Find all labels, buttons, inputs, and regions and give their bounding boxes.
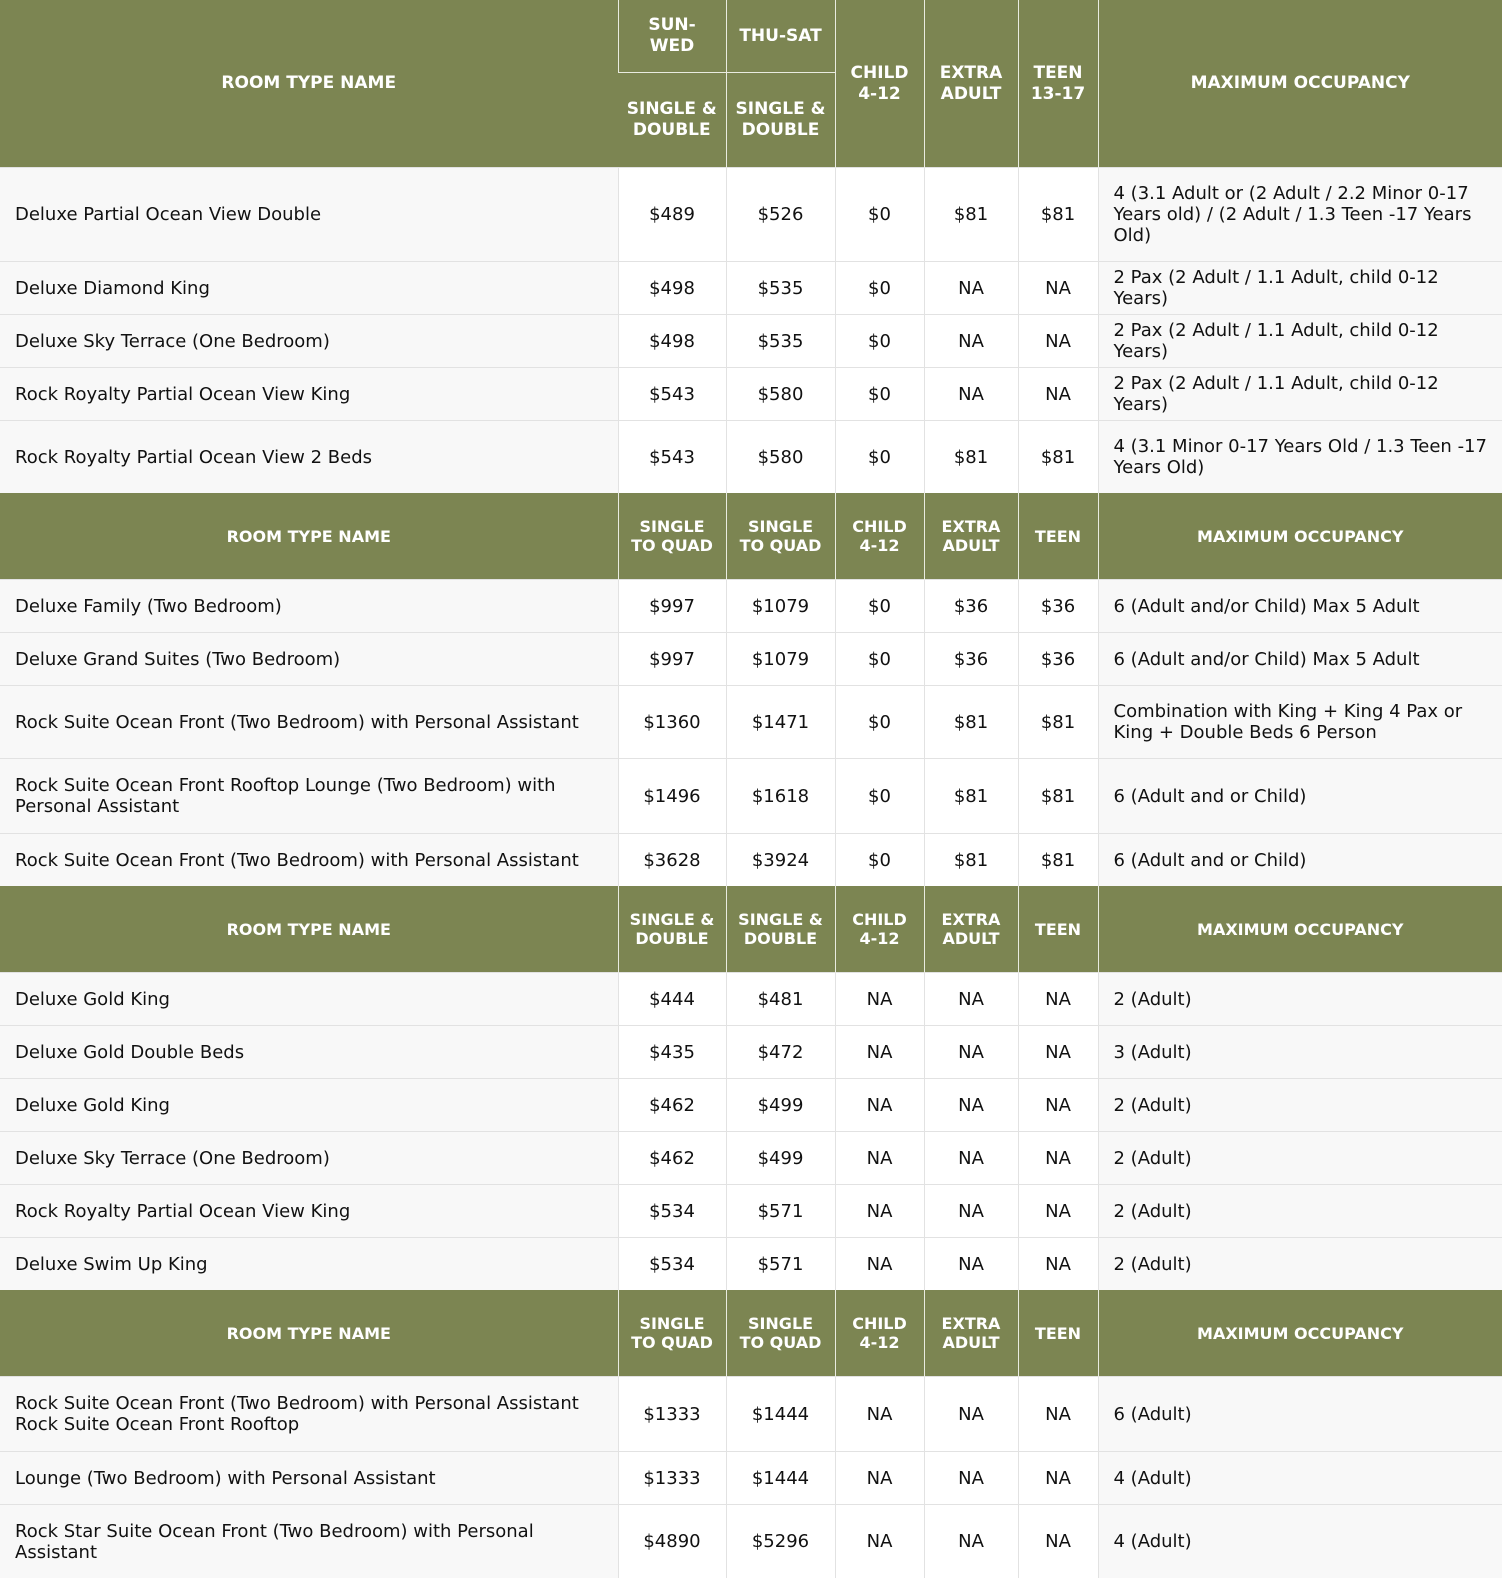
extra-adult-rate: NA [924, 1238, 1018, 1291]
header-room-type: ROOM TYPE NAME [0, 886, 618, 973]
price-thu-sat: $1444 [726, 1377, 835, 1452]
room-name: Deluxe Sky Terrace (One Bedroom) [0, 1132, 618, 1185]
price-thu-sat: $571 [726, 1185, 835, 1238]
max-occupancy: 6 (Adult and/or Child) Max 5 Adult [1098, 580, 1502, 633]
room-name: Rock Royalty Partial Ocean View King [0, 368, 618, 421]
extra-adult-rate: NA [924, 973, 1018, 1026]
teen-rate: NA [1018, 262, 1098, 315]
child-rate: NA [835, 1452, 924, 1505]
extra-adult-rate: $81 [924, 834, 1018, 887]
price-thu-sat: $571 [726, 1238, 835, 1291]
child-rate: NA [835, 1185, 924, 1238]
table-row [0, 1452, 1502, 1505]
price-sun-wed: $1333 [618, 1452, 726, 1505]
header-teen: TEEN [1018, 886, 1098, 973]
price-sun-wed: $997 [618, 633, 726, 686]
table-row [0, 1185, 1502, 1238]
child-rate: $0 [835, 633, 924, 686]
price-thu-sat: $526 [726, 168, 835, 262]
price-sun-wed: $462 [618, 1132, 726, 1185]
header-child: CHILD 4-12 [835, 1290, 924, 1377]
child-rate: $0 [835, 580, 924, 633]
header-single-double: SINGLE & DOUBLE [618, 886, 726, 973]
room-name: Lounge (Two Bedroom) with Personal Assistant [0, 1452, 618, 1505]
extra-adult-rate: $81 [924, 421, 1018, 494]
header-max-occupancy: MAXIMUM OCCUPANCY [1098, 886, 1502, 973]
header-max-occupancy: MAXIMUM OCCUPANCY [1098, 1290, 1502, 1377]
price-sun-wed: $489 [618, 168, 726, 262]
max-occupancy: 2 (Adult) [1098, 1132, 1502, 1185]
header-child: CHILD 4-12 [835, 493, 924, 580]
table-row [0, 1026, 1502, 1079]
teen-rate: NA [1018, 1079, 1098, 1132]
price-sun-wed: $435 [618, 1026, 726, 1079]
teen-rate: $81 [1018, 834, 1098, 887]
extra-adult-rate: NA [924, 262, 1018, 315]
teen-rate: $81 [1018, 168, 1098, 262]
price-sun-wed: $1496 [618, 759, 726, 834]
extra-adult-rate: NA [924, 1505, 1018, 1579]
header-single-to-quad: SINGLE TO QUAD [726, 1290, 835, 1377]
child-rate: $0 [835, 262, 924, 315]
header-extra-adult: EXTRA ADULT [924, 0, 1018, 168]
teen-rate: NA [1018, 1452, 1098, 1505]
header-single-to-quad: SINGLE TO QUAD [618, 493, 726, 580]
table-row [0, 315, 1502, 368]
table-row [0, 834, 1502, 887]
header-sub-single-double: SINGLE & DOUBLE [618, 73, 726, 168]
room-name: Rock Royalty Partial Ocean View 2 Beds [0, 421, 618, 494]
teen-rate: $81 [1018, 759, 1098, 834]
table-row [0, 421, 1502, 494]
extra-adult-rate: NA [924, 1185, 1018, 1238]
header-teen: TEEN [1018, 1290, 1098, 1377]
teen-rate: $36 [1018, 633, 1098, 686]
header-child: CHILD 4-12 [835, 0, 924, 168]
header-extra-adult: EXTRA ADULT [924, 1290, 1018, 1377]
price-thu-sat: $1079 [726, 580, 835, 633]
block3-header [0, 886, 1502, 973]
max-occupancy: 2 Pax (2 Adult / 1.1 Adult, child 0-12 Years) [1098, 368, 1502, 421]
price-thu-sat: $535 [726, 262, 835, 315]
teen-rate: $81 [1018, 686, 1098, 759]
price-thu-sat: $5296 [726, 1505, 835, 1579]
price-thu-sat: $499 [726, 1079, 835, 1132]
header-room-type: ROOM TYPE NAME [0, 1290, 618, 1377]
price-thu-sat: $580 [726, 368, 835, 421]
extra-adult-rate: NA [924, 1079, 1018, 1132]
max-occupancy: 2 (Adult) [1098, 1079, 1502, 1132]
room-name: Deluxe Grand Suites (Two Bedroom) [0, 633, 618, 686]
price-sun-wed: $534 [618, 1185, 726, 1238]
teen-rate: NA [1018, 1132, 1098, 1185]
max-occupancy: 6 (Adult and or Child) [1098, 759, 1502, 834]
child-rate: $0 [835, 168, 924, 262]
room-name: Deluxe Family (Two Bedroom) [0, 580, 618, 633]
max-occupancy: 3 (Adult) [1098, 1026, 1502, 1079]
header-single-to-quad: SINGLE TO QUAD [618, 1290, 726, 1377]
price-thu-sat: $1618 [726, 759, 835, 834]
price-thu-sat: $499 [726, 1132, 835, 1185]
max-occupancy: 4 (Adult) [1098, 1452, 1502, 1505]
teen-rate: NA [1018, 368, 1098, 421]
table-row [0, 168, 1502, 262]
table-row [0, 262, 1502, 315]
price-sun-wed: $534 [618, 1238, 726, 1291]
price-sun-wed: $1360 [618, 686, 726, 759]
child-rate: $0 [835, 759, 924, 834]
teen-rate: $36 [1018, 580, 1098, 633]
price-sun-wed: $543 [618, 421, 726, 494]
extra-adult-rate: NA [924, 315, 1018, 368]
price-thu-sat: $472 [726, 1026, 835, 1079]
child-rate: $0 [835, 421, 924, 494]
table-row [0, 1079, 1502, 1132]
header-teen: TEEN 13-17 [1018, 0, 1098, 168]
room-name: Deluxe Swim Up King [0, 1238, 618, 1291]
room-name: Deluxe Partial Ocean View Double [0, 168, 618, 262]
extra-adult-rate: $81 [924, 759, 1018, 834]
child-rate: NA [835, 1238, 924, 1291]
child-rate: NA [835, 1505, 924, 1579]
max-occupancy: 2 (Adult) [1098, 1238, 1502, 1291]
block1-header-top [0, 0, 1502, 73]
max-occupancy: Combination with King + King 4 Pax or King + Double Beds 6 Person [1098, 686, 1502, 759]
extra-adult-rate: $81 [924, 686, 1018, 759]
room-name: Deluxe Gold Double Beds [0, 1026, 618, 1079]
header-thu-sat: THU-SAT [726, 0, 835, 73]
price-thu-sat: $535 [726, 315, 835, 368]
max-occupancy: 2 (Adult) [1098, 1185, 1502, 1238]
max-occupancy: 4 (Adult) [1098, 1505, 1502, 1579]
child-rate: NA [835, 1377, 924, 1452]
room-name: Deluxe Sky Terrace (One Bedroom) [0, 315, 618, 368]
header-extra-adult: EXTRA ADULT [924, 886, 1018, 973]
table-row [0, 686, 1502, 759]
room-name: Rock Suite Ocean Front (Two Bedroom) with Personal Assistant [0, 686, 618, 759]
room-name: Rock Star Suite Ocean Front (Two Bedroom) with Personal Assistant [0, 1505, 618, 1579]
teen-rate: NA [1018, 315, 1098, 368]
room-name: Rock Suite Ocean Front (Two Bedroom) with Personal Assistant [0, 834, 618, 887]
max-occupancy: 6 (Adult and or Child) [1098, 834, 1502, 887]
table-row [0, 759, 1502, 834]
room-name: Deluxe Gold King [0, 1079, 618, 1132]
extra-adult-rate: NA [924, 1377, 1018, 1452]
child-rate: $0 [835, 834, 924, 887]
teen-rate: $81 [1018, 421, 1098, 494]
extra-adult-rate: NA [924, 1132, 1018, 1185]
price-sun-wed: $997 [618, 580, 726, 633]
price-sun-wed: $4890 [618, 1505, 726, 1579]
price-sun-wed: $1333 [618, 1377, 726, 1452]
price-sun-wed: $498 [618, 315, 726, 368]
extra-adult-rate: NA [924, 1452, 1018, 1505]
max-occupancy: 2 Pax (2 Adult / 1.1 Adult, child 0-12 Years) [1098, 315, 1502, 368]
table-row [0, 1505, 1502, 1579]
extra-adult-rate: $36 [924, 580, 1018, 633]
room-name: Deluxe Diamond King [0, 262, 618, 315]
header-max-occupancy: MAXIMUM OCCUPANCY [1098, 493, 1502, 580]
block4-header [0, 1290, 1502, 1377]
extra-adult-rate: NA [924, 1026, 1018, 1079]
header-single-double: SINGLE & DOUBLE [726, 886, 835, 973]
extra-adult-rate: $36 [924, 633, 1018, 686]
header-teen: TEEN [1018, 493, 1098, 580]
extra-adult-rate: $81 [924, 168, 1018, 262]
child-rate: NA [835, 973, 924, 1026]
price-sun-wed: $543 [618, 368, 726, 421]
max-occupancy: 6 (Adult) [1098, 1377, 1502, 1452]
room-name: Deluxe Gold King [0, 973, 618, 1026]
max-occupancy: 4 (3.1 Adult or (2 Adult / 2.2 Minor 0-17 Years old) / (2 Adult / 1.3 Teen -17 Years Old) [1098, 168, 1502, 262]
block2-header [0, 493, 1502, 580]
price-thu-sat: $580 [726, 421, 835, 494]
header-max-occupancy: MAXIMUM OCCUPANCY [1098, 0, 1502, 168]
max-occupancy: 2 Pax (2 Adult / 1.1 Adult, child 0-12 Years) [1098, 262, 1502, 315]
room-name: Rock Royalty Partial Ocean View King [0, 1185, 618, 1238]
header-child: CHILD 4-12 [835, 886, 924, 973]
teen-rate: NA [1018, 973, 1098, 1026]
max-occupancy: 6 (Adult and/or Child) Max 5 Adult [1098, 633, 1502, 686]
price-sun-wed: $444 [618, 973, 726, 1026]
teen-rate: NA [1018, 1238, 1098, 1291]
header-room-type: ROOM TYPE NAME [0, 493, 618, 580]
teen-rate: NA [1018, 1377, 1098, 1452]
table-row [0, 1377, 1502, 1452]
table-row [0, 1238, 1502, 1291]
child-rate: NA [835, 1079, 924, 1132]
teen-rate: NA [1018, 1185, 1098, 1238]
room-name: Rock Suite Ocean Front Rooftop Lounge (Two Bedroom) with Personal Assistant [0, 759, 618, 834]
price-thu-sat: $1444 [726, 1452, 835, 1505]
table-row [0, 633, 1502, 686]
teen-rate: NA [1018, 1026, 1098, 1079]
table-row [0, 368, 1502, 421]
table-row [0, 1132, 1502, 1185]
child-rate: $0 [835, 686, 924, 759]
header-sub-single-double: SINGLE & DOUBLE [726, 73, 835, 168]
table-row [0, 973, 1502, 1026]
price-sun-wed: $462 [618, 1079, 726, 1132]
price-sun-wed: $498 [618, 262, 726, 315]
extra-adult-rate: NA [924, 368, 1018, 421]
table-row [0, 580, 1502, 633]
room-name: Rock Suite Ocean Front (Two Bedroom) with Personal Assistant Rock Suite Ocean Front Rooftop [0, 1377, 618, 1452]
child-rate: NA [835, 1026, 924, 1079]
child-rate: $0 [835, 368, 924, 421]
price-thu-sat: $481 [726, 973, 835, 1026]
teen-rate: NA [1018, 1505, 1098, 1579]
header-room-type: ROOM TYPE NAME [0, 0, 618, 168]
child-rate: $0 [835, 315, 924, 368]
price-thu-sat: $1471 [726, 686, 835, 759]
price-thu-sat: $3924 [726, 834, 835, 887]
header-extra-adult: EXTRA ADULT [924, 493, 1018, 580]
header-single-to-quad: SINGLE TO QUAD [726, 493, 835, 580]
price-sun-wed: $3628 [618, 834, 726, 887]
header-sun-wed: SUN-WED [618, 0, 726, 73]
price-thu-sat: $1079 [726, 633, 835, 686]
child-rate: NA [835, 1132, 924, 1185]
max-occupancy: 2 (Adult) [1098, 973, 1502, 1026]
max-occupancy: 4 (3.1 Minor 0-17 Years Old / 1.3 Teen -17 Years Old) [1098, 421, 1502, 494]
